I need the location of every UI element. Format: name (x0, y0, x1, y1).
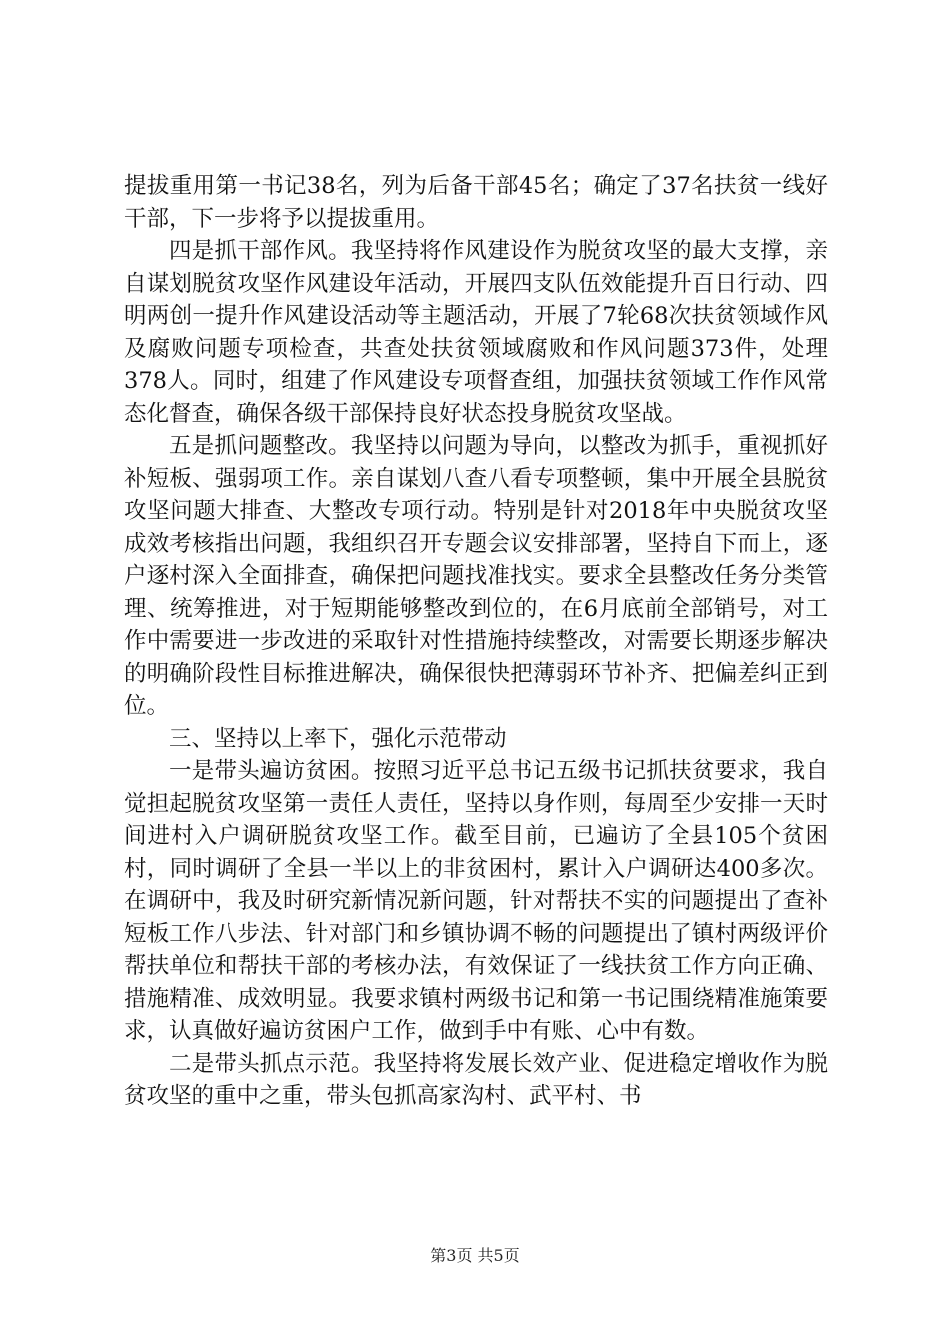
page-number-footer: 第3页 共5页 (430, 1246, 520, 1265)
document-body (124, 170, 828, 1113)
paragraph-demonstration: 二是带头抓点示范。我坚持将发展长效产业、促进稳定增收作为脱贫攻坚的重中之重，带头包抓高家沟村、武平村、书 (124, 1050, 828, 1109)
paragraph-rectification: 五是抓问题整改。我坚持以问题为导向，以整改为抓手，重视抓好补短板、强弱项工作。亲自谋划八查八看专项整顿，集中开展全县脱贫攻坚问题大排查、大整改专项行动。特别是针对2018年中央脱贫攻坚成效考核指出问题，我组织召开专题会议安排部署，坚持自下而上，逐户逐村深入全面排查，确保把问题找准找实。要求全县整改任务分类管理、统筹推进，对于短期能够整改到位的，在6月底前全部销号，对工作中需要进一步改进的采取针对性措施持续整改，对需要长期逐步解决的明确阶段性目标推进解决，确保很快把薄弱环节补齐、把偏差纠正到位。 (124, 433, 828, 719)
section-heading: 三、坚持以上率下，强化示范带动 (169, 725, 507, 752)
paragraph-cadre-style: 四是抓干部作风。我坚持将作风建设作为脱贫攻坚的最大支撑，亲自谋划脱贫攻坚作风建设年活动，开展四支队伍效能提升百日行动、四明两创一提升作风建设活动等主题活动，开展了7轮68次扶贫领域作风及腐败问题专项检查，共查处扶贫领域腐败和作风问题373件，处理378人。同时，组建了作风建设专项督查组，加强扶贫领域工作作风常态化督查，确保各级干部保持良好状态投身脱贫攻坚战。 (124, 238, 828, 427)
paragraph-continuation: 提拔重用第一书记38名，列为后备干部45名；确定了37名扶贫一线好干部，下一步将予以提拔重用。 (124, 173, 828, 232)
paragraph-visits: 一是带头遍访贫困。按照习近平总书记五级书记抓扶贫要求，我自觉担起脱贫攻坚第一责任人责任，坚持以身作则，每周至少安排一天时间进村入户调研脱贫攻坚工作。截至目前，已遍访了全县105个贫困村，同时调研了全县一半以上的非贫困村，累计入户调研达400多次。在调研中，我及时研究新情况新问题，针对帮扶不实的问题提出了查补短板工作八步法、针对部门和乡镇协调不畅的问题提出了镇村两级评价帮扶单位和帮扶干部的考核办法，有效保证了一线扶贫工作方向正确、措施精准、成效明显。我要求镇村两级书记和第一书记围绕精准施策要求，认真做好遍访贫困户工作，做到手中有账、心中有数。 (124, 758, 828, 1044)
